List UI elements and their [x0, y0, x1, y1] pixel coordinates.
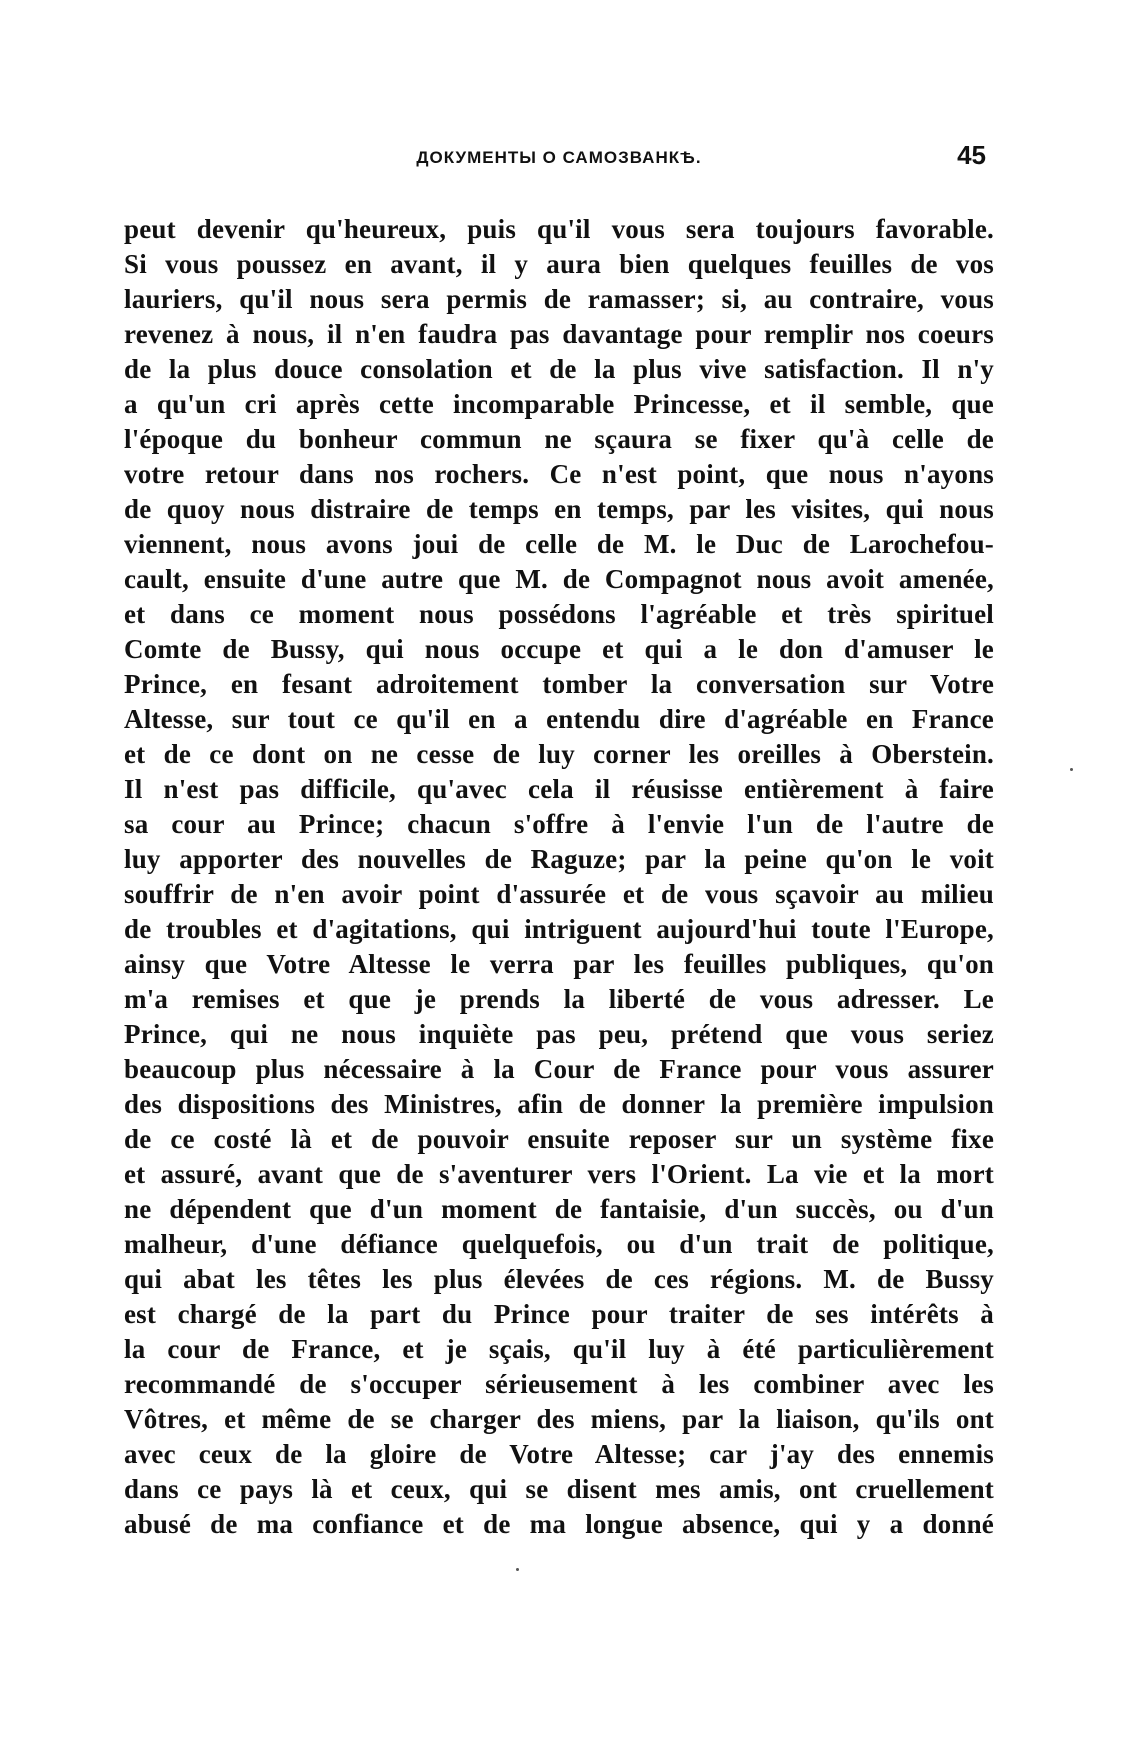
text-line: la cour de France, et je sçais, qu'il luy à été particulièrement [124, 1334, 994, 1364]
text-line: et dans ce moment nous possédons l'agréable et très spirituel [124, 599, 994, 629]
text-line: l'époque du bonheur commun ne sçaura se fixer qu'à celle de [124, 424, 994, 454]
running-title: ДОКУМЕНТЫ О САМОЗВАНКѢ. [416, 148, 702, 167]
text-line: Il n'est pas difficile, qu'avec cela il réusisse entièrement à faire [124, 774, 994, 804]
text-line: des dispositions des Ministres, afin de donner la première impulsion [124, 1089, 994, 1119]
text-line: de troubles et d'agitations, qui intriguent aujourd'hui toute l'Europe, [124, 914, 994, 944]
text-line: abusé de ma confiance et de ma longue absence, qui y a donné [124, 1509, 994, 1539]
page-number: 45 [957, 140, 986, 170]
text-line: Comte de Bussy, qui nous occupe et qui a le don d'amuser le [124, 634, 994, 664]
text-line: de quoy nous distraire de temps en temps, par les visites, qui nous [124, 494, 994, 524]
text-line: beaucoup plus nécessaire à la Cour de France pour vous assurer [124, 1054, 994, 1084]
text-line: souffrir de n'en avoir point d'assurée et de vous sçavoir au milieu [124, 879, 994, 909]
body-text [124, 212, 994, 1542]
scan-speck [516, 1568, 519, 1571]
text-line: m'a remises et que je prends la liberté de vous adresser. Le [124, 984, 994, 1014]
text-line: dans ce pays là et ceux, qui se disent mes amis, ont cruellement [124, 1474, 994, 1504]
text-line: votre retour dans nos rochers. Ce n'est point, que nous n'ayons [124, 459, 994, 489]
running-header [124, 140, 994, 180]
text-line: a qu'un cri après cette incomparable Princesse, et il semble, que [124, 389, 994, 419]
text-line: et assuré, avant que de s'aventurer vers l'Orient. La vie et la mort [124, 1159, 994, 1189]
text-line: de ce costé là et de pouvoir ensuite reposer sur un système fixe [124, 1124, 994, 1154]
text-line: Prince, qui ne nous inquiète pas peu, prétend que vous seriez [124, 1019, 994, 1049]
scan-speck [1070, 768, 1073, 771]
text-line: malheur, d'une défiance quelquefois, ou d'un trait de politique, [124, 1229, 994, 1259]
text-line: et de ce dont on ne cesse de luy corner les oreilles à Oberstein. [124, 739, 994, 769]
text-line: viennent, nous avons joui de celle de M. le Duc de Larochefou- [124, 529, 994, 559]
text-line: cault, ensuite d'une autre que M. de Compagnot nous avoit amenée, [124, 564, 994, 594]
text-line: lauriers, qu'il nous sera permis de ramasser; si, au contraire, vous [124, 284, 994, 314]
text-line: qui abat les têtes les plus élevées de ces régions. M. de Bussy [124, 1264, 994, 1294]
text-line: Si vous poussez en avant, il y aura bien quelques feuilles de vos [124, 249, 994, 279]
text-line: peut devenir qu'heureux, puis qu'il vous sera toujours favorable. [124, 214, 994, 244]
text-line: avec ceux de la gloire de Votre Altesse; car j'ay des ennemis [124, 1439, 994, 1469]
text-line: ne dépendent que d'un moment de fantaisie, d'un succès, ou d'un [124, 1194, 994, 1224]
text-line: revenez à nous, il n'en faudra pas davantage pour remplir nos coeurs [124, 319, 994, 349]
text-line: de la plus douce consolation et de la plus vive satisfaction. Il n'y [124, 354, 994, 384]
text-line: est chargé de la part du Prince pour traiter de ses intérêts à [124, 1299, 994, 1329]
text-line: Prince, en fesant adroitement tomber la conversation sur Votre [124, 669, 994, 699]
text-line: Altesse, sur tout ce qu'il en a entendu dire d'agréable en France [124, 704, 994, 734]
text-line: ainsy que Votre Altesse le verra par les feuilles publiques, qu'on [124, 949, 994, 979]
text-line: Vôtres, et même de se charger des miens, par la liaison, qu'ils ont [124, 1404, 994, 1434]
text-line: recommandé de s'occuper sérieusement à les combiner avec les [124, 1369, 994, 1399]
text-line: sa cour au Prince; chacun s'offre à l'envie l'un de l'autre de [124, 809, 994, 839]
text-line: luy apporter des nouvelles de Raguze; par la peine qu'on le voit [124, 844, 994, 874]
